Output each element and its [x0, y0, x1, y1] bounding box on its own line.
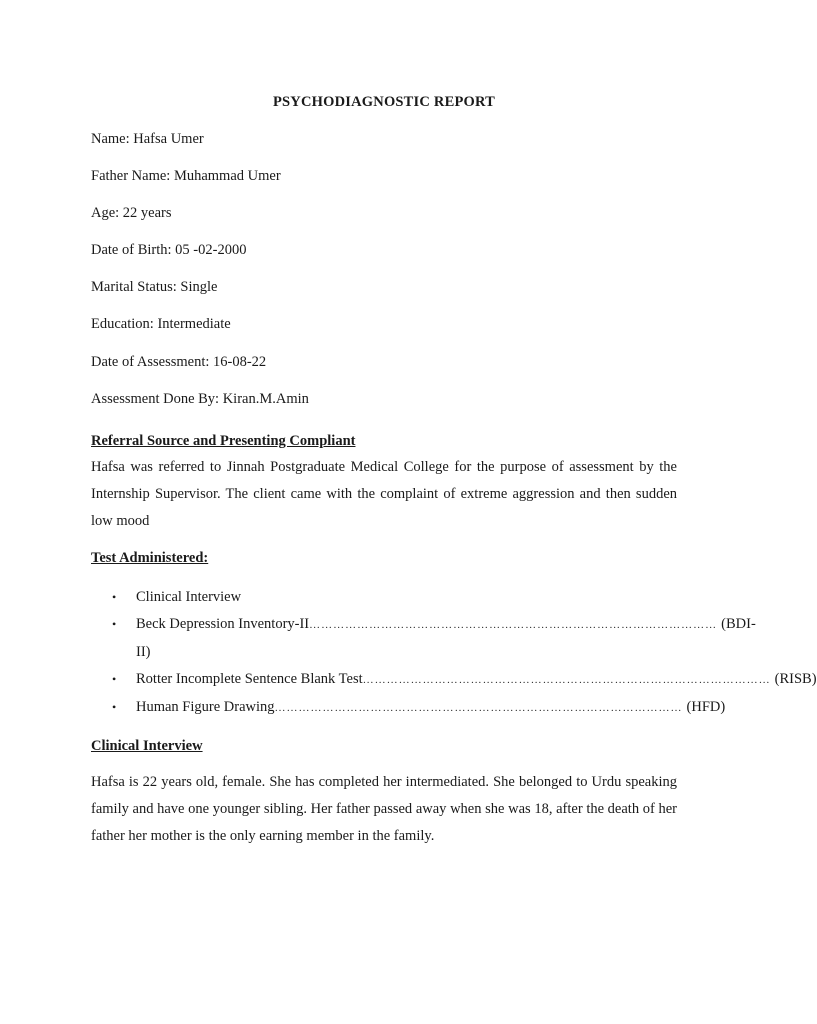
tests-heading: Test Administered:	[91, 550, 209, 566]
test-abbreviation: (BDI-	[721, 616, 756, 632]
list-item	[91, 666, 817, 694]
test-abbreviation: (RISB)	[774, 671, 817, 687]
field-age: Age: 22 years	[91, 205, 172, 221]
tests-list	[91, 584, 817, 722]
field-date-of-birth: Date of Birth: 05 -02-2000	[91, 242, 247, 258]
test-abbreviation: (HFD)	[686, 699, 726, 715]
field-education: Education: Intermediate	[91, 316, 231, 332]
bullet-icon: •	[112, 590, 117, 604]
list-item	[91, 694, 726, 722]
field-assessment-by: Assessment Done By: Kiran.M.Amin	[91, 391, 309, 407]
test-label: Clinical Interview	[136, 589, 242, 605]
test-label: Beck Depression Inventory-II	[136, 616, 310, 632]
test-label: Human Figure Drawing	[136, 699, 275, 715]
dot-leader: …………………………………………………………………………………………	[309, 619, 718, 631]
referral-paragraph: Hafsa was referred to Jinnah Postgraduate Medical College for the purpose of assessment by the Internship Supervisor. The client came with the complaint of extreme aggression and then sudden low mood	[91, 459, 677, 529]
bullet-icon: •	[112, 672, 117, 686]
field-date-of-assessment: Date of Assessment: 16-08-22	[91, 354, 267, 370]
field-father-name: Father Name: Muhammad Umer	[91, 168, 281, 184]
report-title: PSYCHODIAGNOSTIC REPORT	[272, 94, 496, 110]
clinical-interview-heading: Clinical Interview	[91, 738, 203, 754]
field-marital-status: Marital Status: Single	[91, 279, 218, 295]
field-name: Name: Hafsa Umer	[91, 131, 204, 147]
bullet-icon: •	[112, 700, 117, 714]
test-abbreviation-continued: II)	[136, 644, 151, 660]
referral-heading: Referral Source and Presenting Compliant	[91, 433, 356, 449]
list-item	[91, 584, 677, 611]
list-item	[91, 611, 756, 666]
dot-leader: …………………………………………………………………………………………	[274, 702, 683, 714]
clinical-interview-paragraph: Hafsa is 22 years old, female. She has completed her intermediated. She belonged to Urdu speaking family and have one younger sibling. Her father passed away when she was 18, after the death of her father her mother is the only earning member in the family.	[91, 774, 677, 844]
bullet-icon: •	[112, 617, 117, 631]
test-label: Rotter Incomplete Sentence Blank Test	[136, 671, 363, 687]
dot-leader: …………………………………………………………………………………………	[362, 674, 771, 686]
